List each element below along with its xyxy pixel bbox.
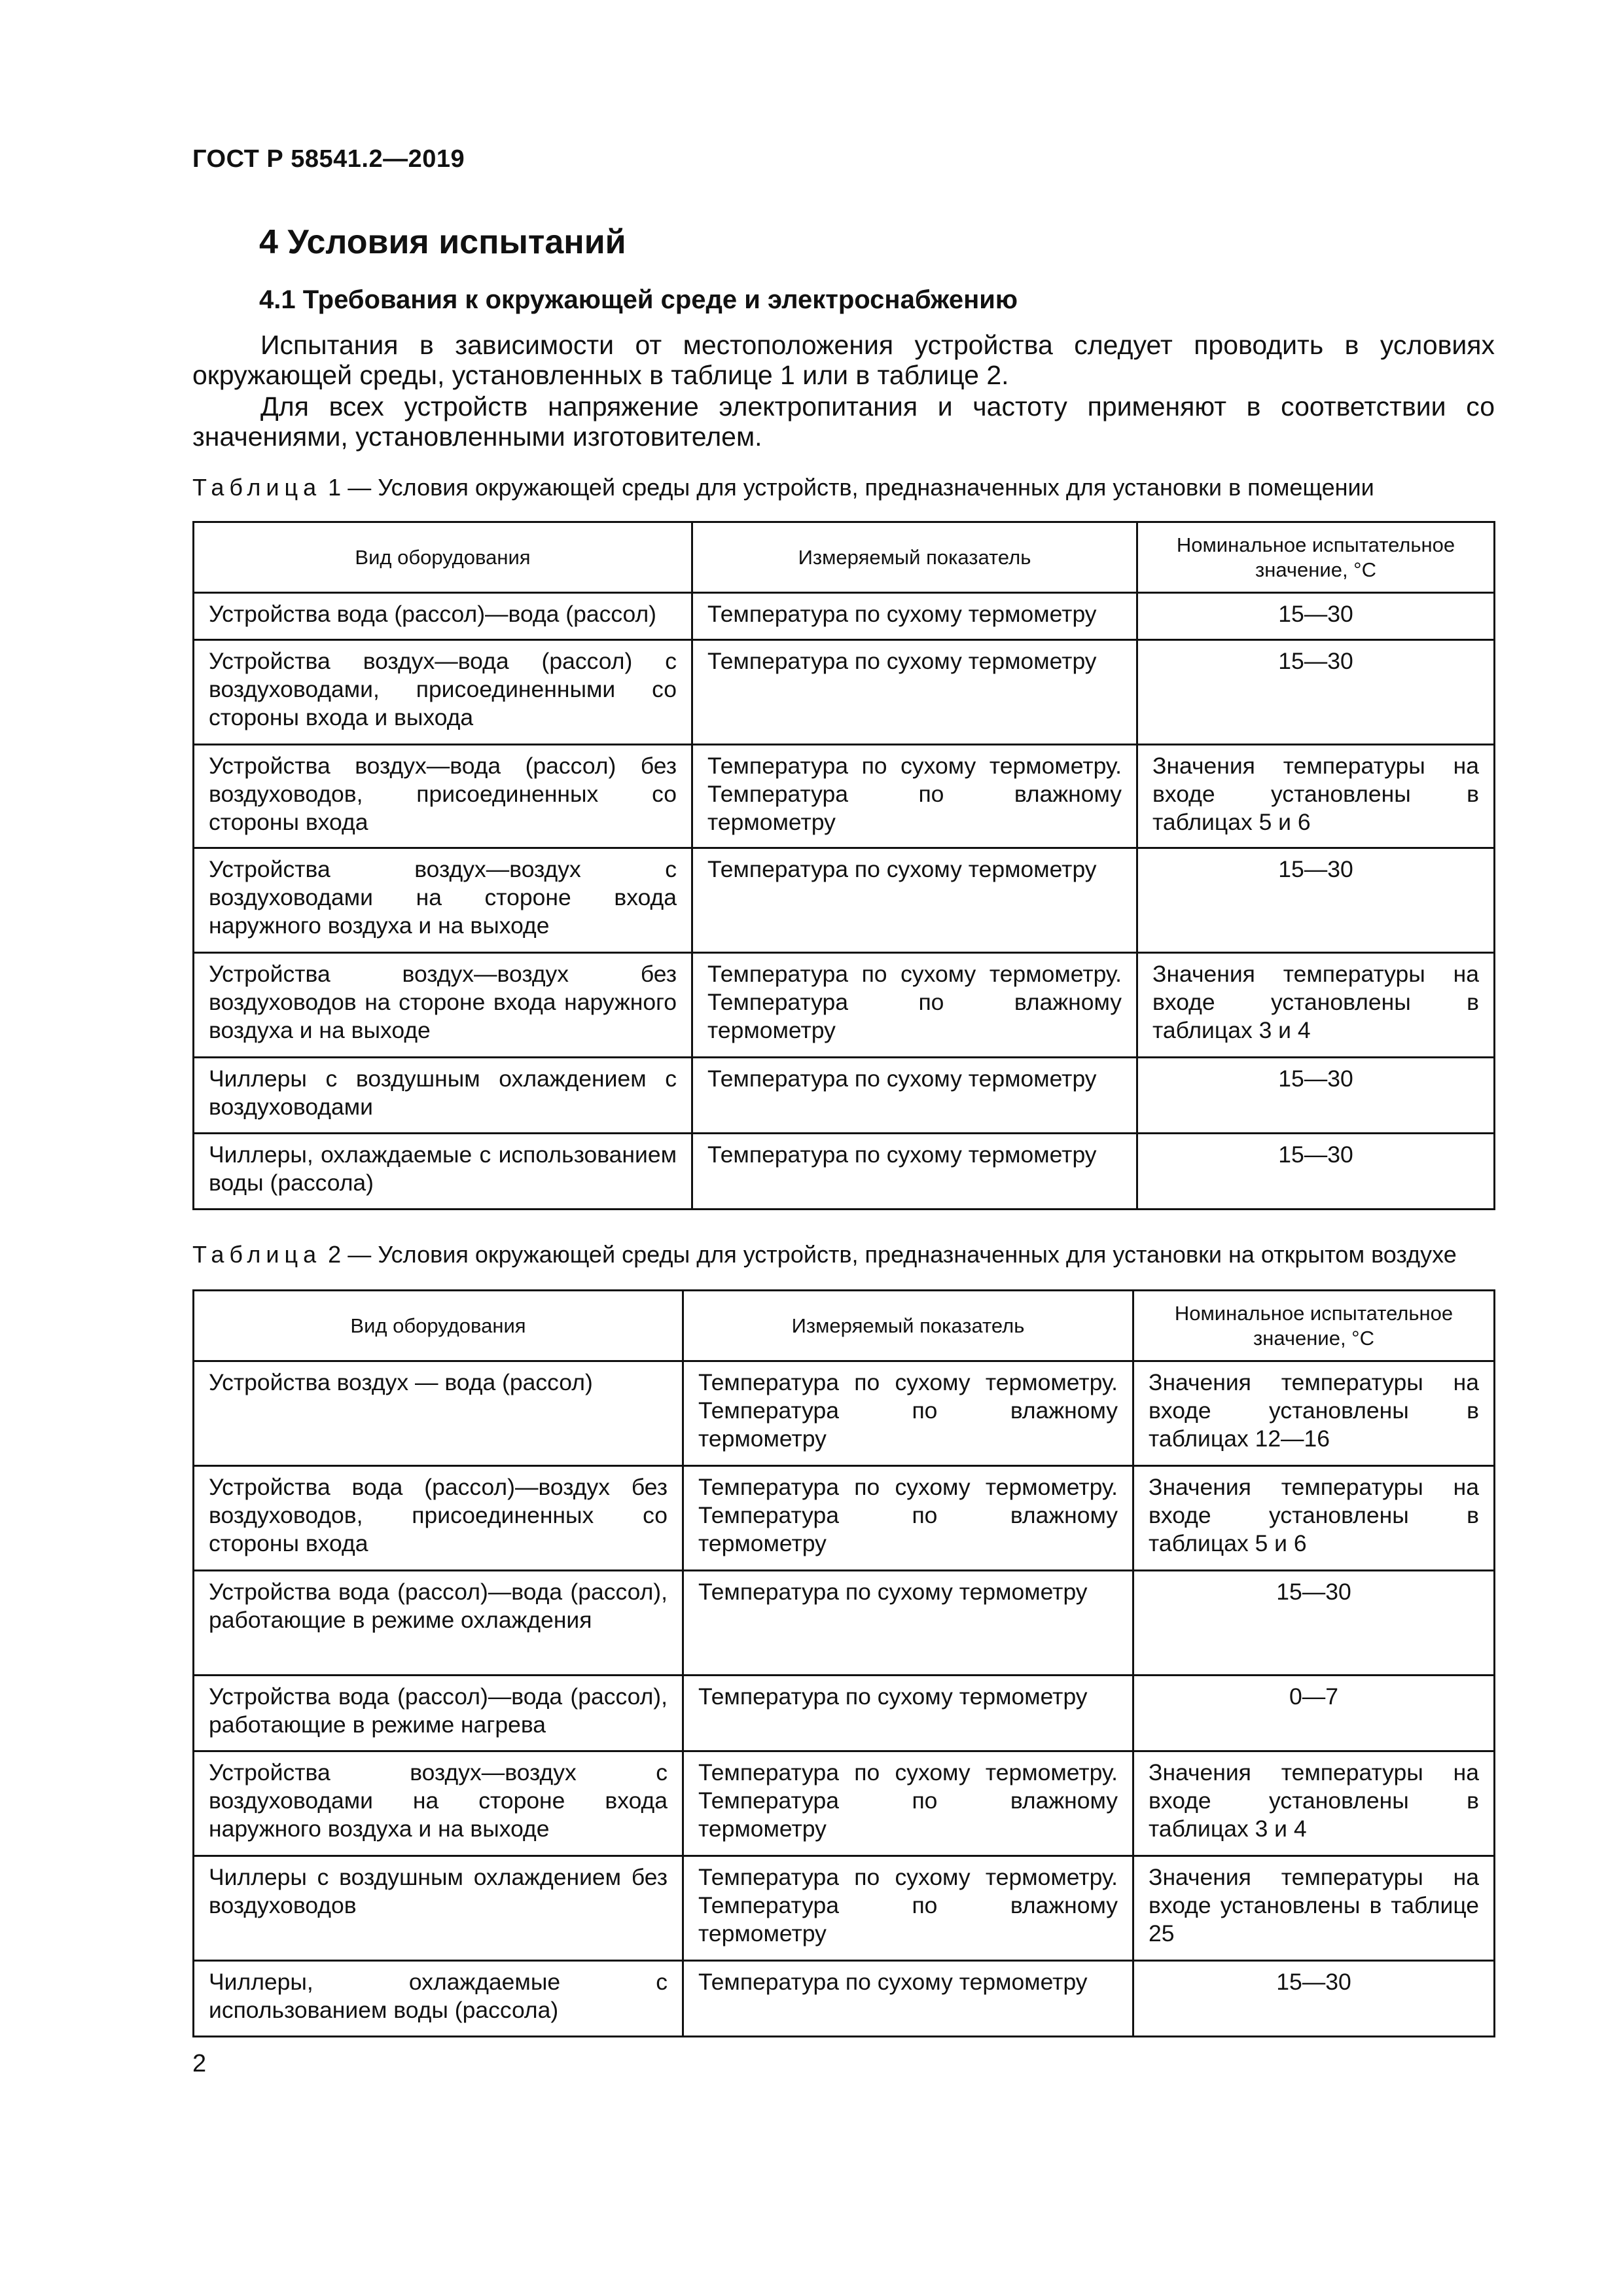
table2-cell-parameter: Температура по сухому термометру	[683, 1676, 1133, 1751]
table1-cell-parameter: Температура по сухому термометру	[692, 1134, 1137, 1210]
table2-header-equipment: Вид оборудования	[194, 1291, 683, 1361]
table2-caption-label: Таблица	[192, 1241, 322, 1268]
table2-cell-parameter: Температура по сухому термометру. Температура по влажному термометру	[683, 1751, 1133, 1856]
table-row	[194, 1571, 1495, 1676]
table1-header-row	[194, 522, 1495, 593]
table-row	[194, 1676, 1495, 1751]
table1-caption-label: Таблица	[192, 474, 322, 501]
table1-cell-equipment: Устройства воздух—воздух с воздуховодами на стороне входа наружного воздуха и на выходе	[194, 848, 692, 953]
page-number: 2	[192, 2050, 207, 2077]
table2-cell-equipment: Чиллеры, охлаждаемые с использованием воды (рассола)	[194, 1961, 683, 2037]
table2-cell-equipment: Устройства воздух — вода (рассол)	[194, 1361, 683, 1466]
table2-cell-equipment: Устройства воздух—воздух с воздуховодами на стороне входа наружного воздуха и на выходе	[194, 1751, 683, 1856]
table1-cell-equipment: Устройства вода (рассол)—вода (рассол)	[194, 593, 692, 640]
table1-header-equipment: Вид оборудования	[194, 522, 692, 593]
table2	[192, 1289, 1495, 2037]
table1-caption-text: 1 — Условия окружающей среды для устройств, предназначенных для установки в помещении	[328, 474, 1374, 501]
table-row	[194, 1058, 1495, 1134]
table2-cell-equipment: Чиллеры с воздушным охлаждением без воздуховодов	[194, 1856, 683, 1961]
table1-cell-parameter: Температура по сухому термометру. Температура по влажному термометру	[692, 745, 1137, 848]
table1-cell-parameter: Температура по сухому термометру	[692, 848, 1137, 953]
table1-cell-parameter: Температура по сухому термометру	[692, 593, 1137, 640]
table1-cell-equipment: Устройства воздух—вода (рассол) с воздуховодами, присоединенными со стороны входа и выхода	[194, 640, 692, 745]
table1-cell-value: Значения температуры на входе установлены в таблицах 5 и 6	[1137, 745, 1495, 848]
table1-cell-equipment: Чиллеры, охлаждаемые с использованием воды (рассола)	[194, 1134, 692, 1210]
table2-cell-equipment: Устройства вода (рассол)—вода (рассол), работающие в режиме нагрева	[194, 1676, 683, 1751]
table-row	[194, 848, 1495, 953]
table1-cell-value: 15—30	[1137, 593, 1495, 640]
table2-header-row	[194, 1291, 1495, 1361]
table2-cell-value: 15—30	[1133, 1571, 1495, 1676]
table2-cell-value: Значения температуры на входе установлены в таблицах 3 и 4	[1133, 1751, 1495, 1856]
table-row	[194, 640, 1495, 745]
table-row	[194, 593, 1495, 640]
table1-cell-equipment: Чиллеры с воздушным охлаждением с воздуховодами	[194, 1058, 692, 1134]
table2-cell-value: Значения температуры на входе установлены в таблицах 5 и 6	[1133, 1466, 1495, 1571]
table1-cell-parameter: Температура по сухому термометру	[692, 640, 1137, 745]
table2-cell-value: Значения температуры на входе установлены в таблицах 12—16	[1133, 1361, 1495, 1466]
table2-caption	[192, 1241, 1457, 1268]
table1-header-value: Номинальное испытательное значение, °С	[1137, 522, 1495, 593]
paragraph-power-supply: Для всех устройств напряжение электропитания и частоту применяют в соответствии со значениями, установленными изготовителем.	[192, 391, 1495, 452]
table1-cell-parameter: Температура по сухому термометру	[692, 1058, 1137, 1134]
table2-header-value: Номинальное испытательное значение, °С	[1133, 1291, 1495, 1361]
table2-cell-equipment: Устройства вода (рассол)—вода (рассол), работающие в режиме охлаждения	[194, 1571, 683, 1676]
table1-cell-value: 15—30	[1137, 1058, 1495, 1134]
table1-cell-value: Значения температуры на входе установлены в таблицах 3 и 4	[1137, 953, 1495, 1058]
table2-cell-parameter: Температура по сухому термометру. Температура по влажному термометру	[683, 1466, 1133, 1571]
table2-cell-parameter: Температура по сухому термометру	[683, 1571, 1133, 1676]
table-row	[194, 1856, 1495, 1961]
table1-cell-value: 15—30	[1137, 1134, 1495, 1210]
section-title: 4 Условия испытаний	[259, 223, 626, 261]
table2-cell-value: Значения температуры на входе установлены в таблице 25	[1133, 1856, 1495, 1961]
table2-cell-parameter: Температура по сухому термометру. Температура по влажному термометру	[683, 1361, 1133, 1466]
table-row	[194, 953, 1495, 1058]
table2-caption-text: 2 — Условия окружающей среды для устройств, предназначенных для установки на открытом воздухе	[328, 1241, 1457, 1268]
standard-code: ГОСТ Р 58541.2—2019	[192, 145, 465, 173]
table1-cell-parameter: Температура по сухому термометру. Температура по влажному термометру	[692, 953, 1137, 1058]
table1-header-parameter: Измеряемый показатель	[692, 522, 1137, 593]
table1-cell-equipment: Устройства воздух—воздух без воздуховодов на стороне входа наружного воздуха и на выходе	[194, 953, 692, 1058]
table1-cell-equipment: Устройства воздух—вода (рассол) без воздуховодов, присоединенных со стороны входа	[194, 745, 692, 848]
table1	[192, 521, 1495, 1210]
table-row	[194, 745, 1495, 848]
table-row	[194, 1466, 1495, 1571]
table-row	[194, 1361, 1495, 1466]
table1-cell-value: 15—30	[1137, 640, 1495, 745]
table1-cell-value: 15—30	[1137, 848, 1495, 953]
table2-header-parameter: Измеряемый показатель	[683, 1291, 1133, 1361]
subsection-title: 4.1 Требования к окружающей среде и электроснабжению	[259, 285, 1018, 314]
table-row	[194, 1134, 1495, 1210]
table2-cell-parameter: Температура по сухому термометру	[683, 1961, 1133, 2037]
table2-cell-equipment: Устройства вода (рассол)—воздух без воздуховодов, присоединенных со стороны входа	[194, 1466, 683, 1571]
table-row	[194, 1751, 1495, 1856]
table2-cell-value: 0—7	[1133, 1676, 1495, 1751]
table-row	[194, 1961, 1495, 2037]
table2-cell-value: 15—30	[1133, 1961, 1495, 2037]
table2-cell-parameter: Температура по сухому термометру. Температура по влажному термометру	[683, 1856, 1133, 1961]
table1-caption	[192, 474, 1374, 501]
paragraph-test-conditions: Испытания в зависимости от местоположения устройства следует проводить в условиях окружающей среды, установленных в таблице 1 или в таблице 2.	[192, 330, 1495, 390]
